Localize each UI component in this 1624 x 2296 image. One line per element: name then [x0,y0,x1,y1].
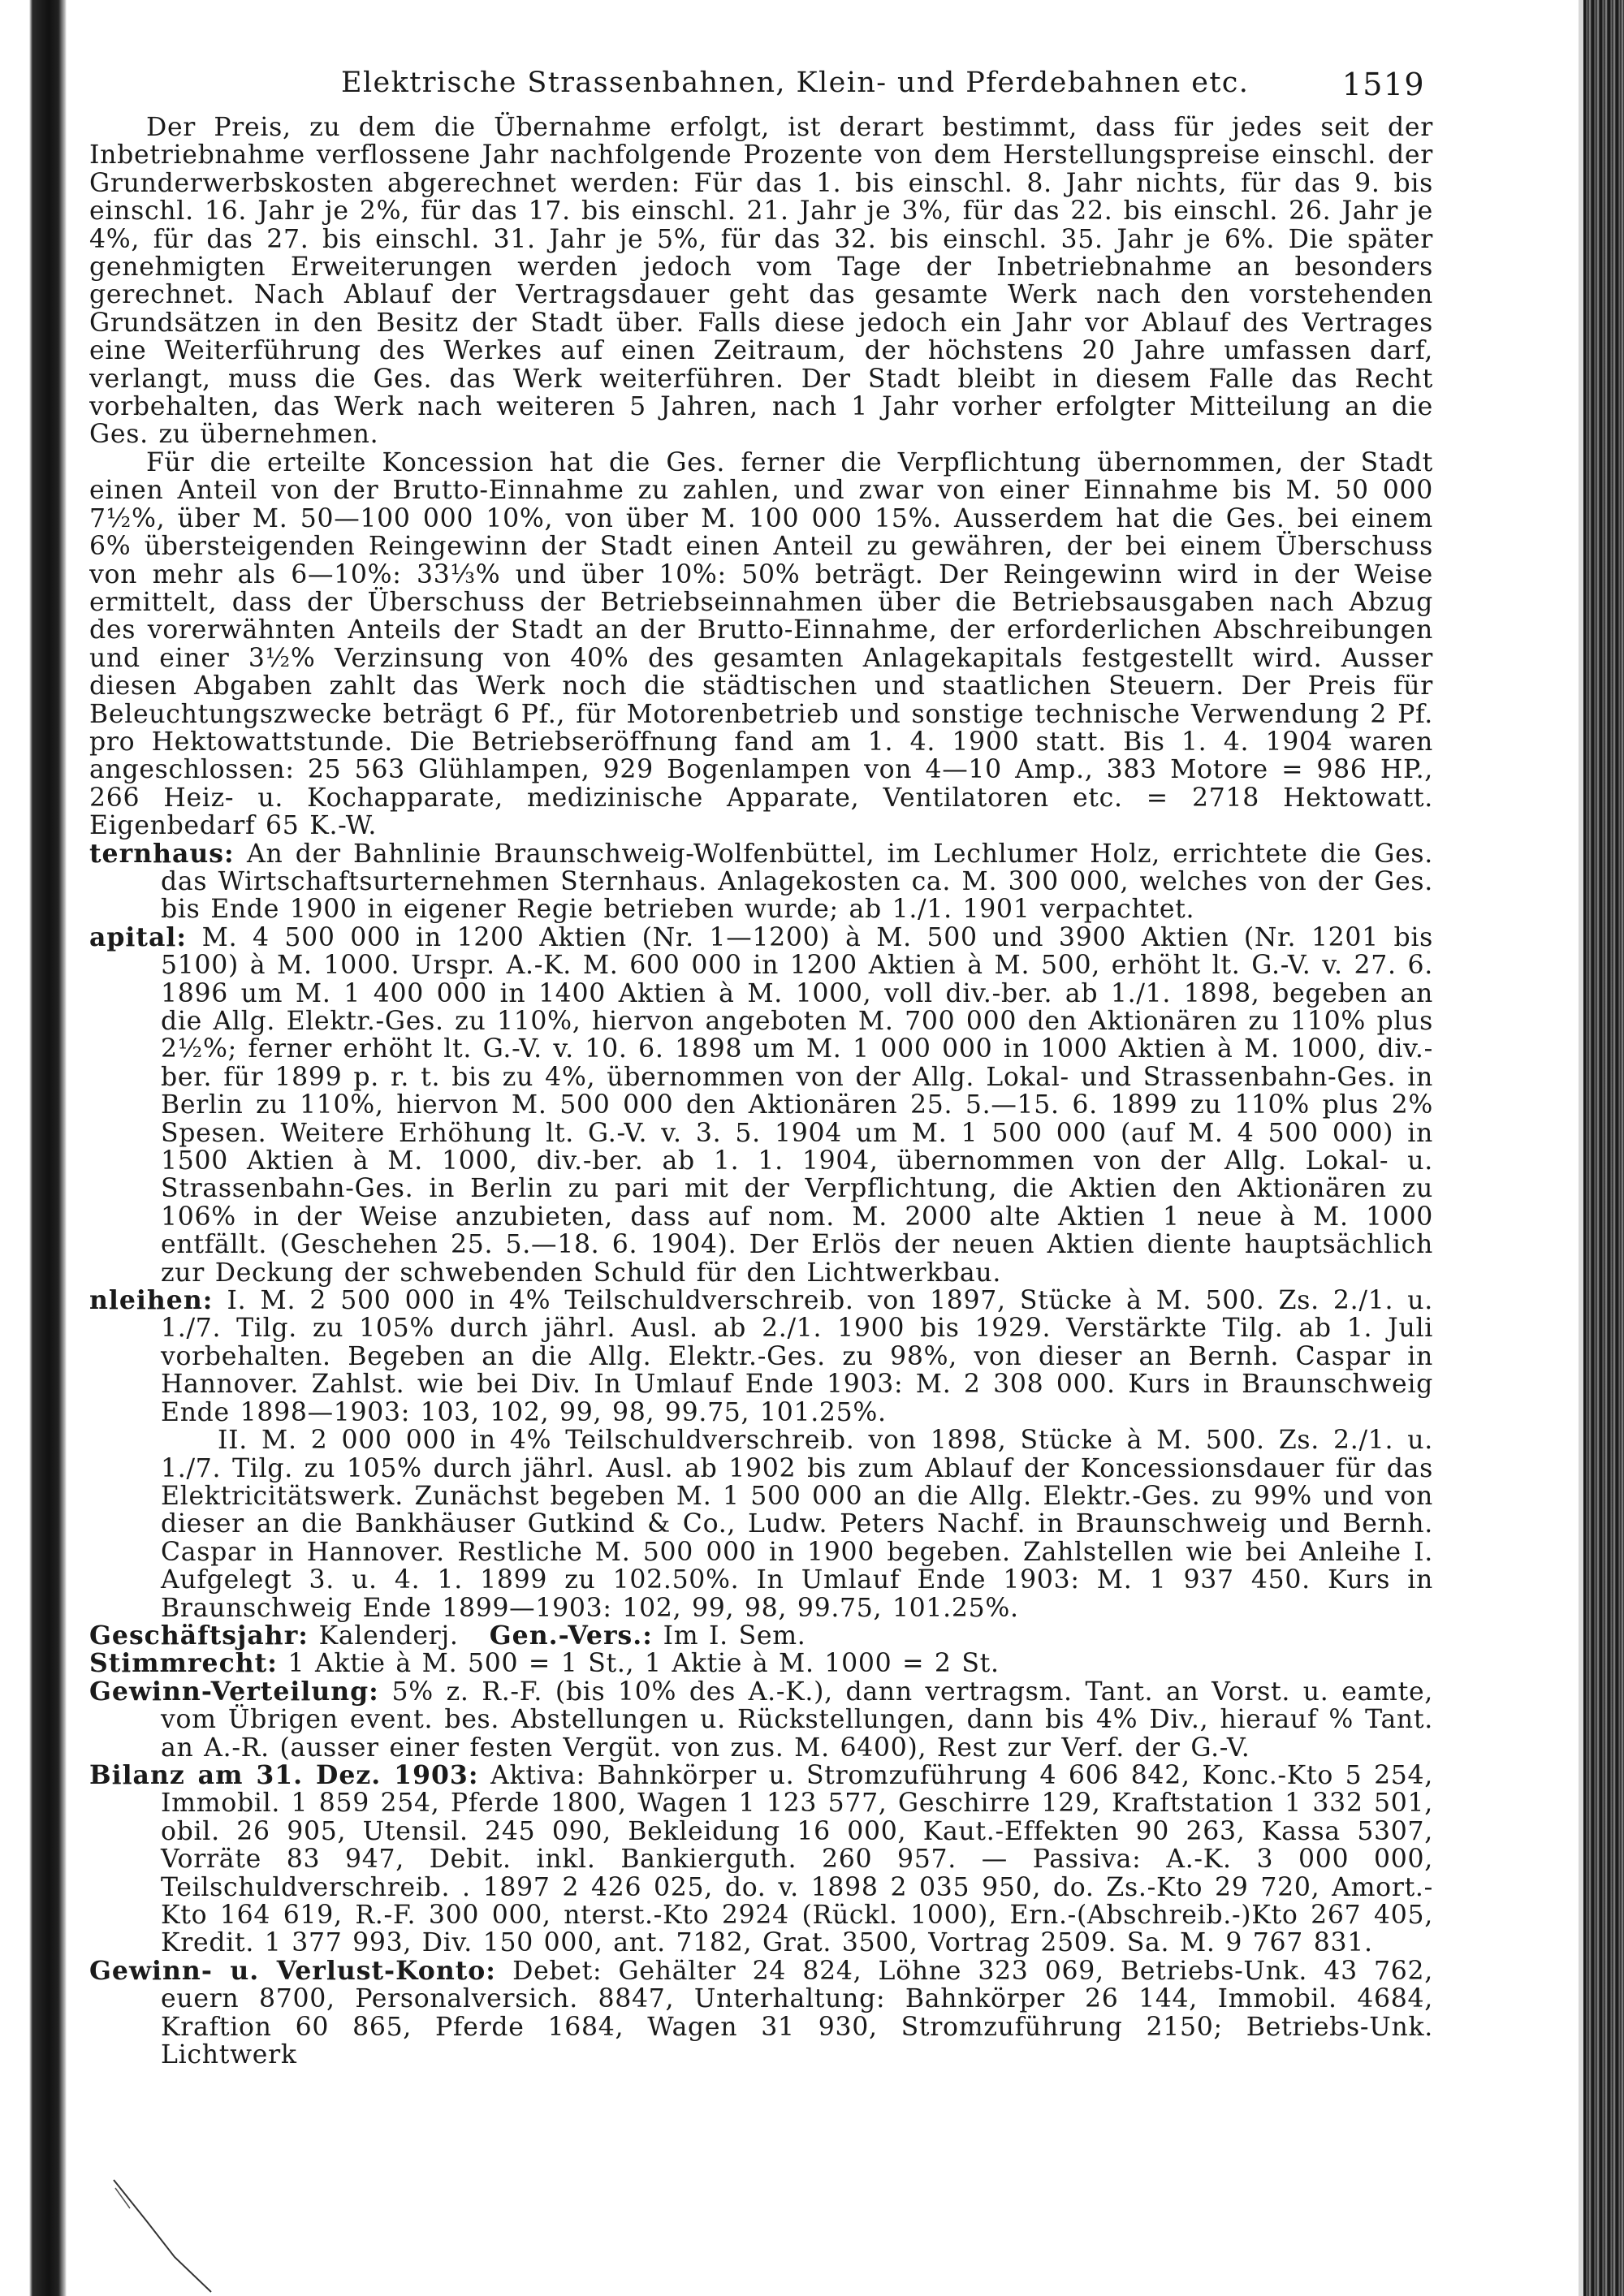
paragraph-uebernahme-preis: Der Preis, zu dem die Übernahme erfolgt, ist derart bestimmt, dass für jedes seit der Inbetriebnahme verflossene Jahr nachfolgende Prozente von dem Herstellungspreise einschl. der Grunderwerbskosten abgerechnet werden: Für das 1. bis einschl. 8. Jahr nichts, für das 9. bis einschl. 16. Jahr je 2%, für das 17. bis einschl. 21. Jahr je 3%, für das 22. bis einschl. 26. Jahr je 4%, für das 27. bis einschl. 31. Jahr je 5%, für das 32. bis einschl. 35. Jahr je 6%. Die später genehmigten Erweiterungen werden jedoch vom Tage der Inbetriebnahme an besonders gerechnet. Nach Ablauf der Vertragsdauer geht das gesamte Werk nach den vorstehenden Grundsätzen in den Besitz der Stadt über. Falls diese jedoch ein Jahr vor Ablauf des Vertrages eine Weiterführung des Werkes auf einen Zeitraum, der höchstens 20 Jahre umfassen darf, verlangt, muss die Ges. das Werk weiterführen. Der Stadt bleibt in diesem Falle das Recht vorbehalten, das Werk nach weiteren 5 Jahren, nach 1 Jahr vorher erfolgter Mitteilung an die Ges. zu übernehmen. [89,113,1433,450]
entry-label: ternhaus: [89,838,235,869]
entry-label: Stimmrecht: [89,1648,278,1679]
entry-anleihen [89,1287,1433,1426]
entry-text: An der Bahnlinie Braunschweig-Wolfenbüttel, im Lechlumer Holz, errichtete die Ges. das Wirtschaftsurternehmen Sternhaus. Anlagekosten ca. M. 300 000, welches von der Ges. bis Ende 1900 in eigener Regie betrieben wurde; ab 1./1. 1901 verpachtet. [161,839,1433,925]
paragraph-koncession: Für die erteilte Koncession hat die Ges. ferner die Verpflichtung übernommen, der Stadt einen Anteil von der Brutto-Einnahme zu zahlen, und zwar von einer Einnahme bis M. 50 000 7½%, über M. 50—100 000 10%, von über M. 100 000 15%. Ausserdem hat die Ges. bei einem 6% übersteigenden Reingewinn der Stadt einen Anteil zu gewähren, der bei einem Überschuss von mehr als 6—10%: 33⅓% und über 10%: 50% beträgt. Der Reingewinn wird in der Weise ermittelt, dass der Überschuss der Betriebseinnahmen über die Betriebsausgaben nach Abzug des vorerwähnten Anteils der Stadt an der Brutto-Einnahme, der erforderlichen Abschreibungen und einer 3½% Verzinsung von 40% des gesamten Anlagekapitals festgestellt wird. Ausser diesen Abgaben zahlt das Werk noch die städtischen und staatlichen Steuern. Der Preis für Beleuchtungszwecke beträgt 6 Pf., für Motorenbetrieb und sonstige technische Verwendung 2 Pf. pro Hektowattstunde. Die Betriebseröffnung fand am 1. 4. 1900 statt. Bis 1. 4. 1904 waren angeschlossen: 25 563 Glühlampen, 929 Bogenlampen von 4—10 Amp., 383 Motore = 986 HP., 266 Heiz- u. Kochapparate, medizinische Apparate, Ventilatoren etc. = 2718 Hektowatt. Eigenbedarf 65 K.-W. [89,447,1433,841]
entry-label: Gewinn- u. Verlust-Konto: [89,1955,496,1986]
entry-gewinn-verteilung [89,1678,1433,1762]
entry-bilanz [89,1759,1433,1958]
entry-label: apital: [89,921,187,952]
entry-gewinn-verlust-konto [89,1957,1433,2069]
entry-text: 5% z. R.-F. (bis 10% des A.-K.), dann vertragsm. Tant. an Vorst. u. eamte, vom Übrigen event. bes. Abstellungen u. Rückstellungen, dann bis 4% Div., hierauf % Tant. an A.-R. (ausser einer festen Vergüt. von zus. M. 6400), Rest zur Verf. der G.-V. [161,1677,1433,1763]
scan-scratch-mark [97,2164,227,2294]
entry-label: Geschäftsjahr: [89,1620,309,1651]
entry-text: Debet: Gehälter 24 824, Löhne 323 069, Betriebs-Unk. 43 762, euern 8700, Personalversich. 8847, Unterhaltung: Bahnkörper 26 144, Immobil. 4684, Kraftion 60 865, Pferde 1684, Wagen 31 930, Stromzuführung 2150; Betriebs-Unk. Lichtwerk [161,1956,1433,2070]
entry-anleihen-ii: II. M. 2 000 000 in 4% Teilschuldverschreib. von 1898, Stücke à M. 500. Zs. 2./1. u. 1./7. Tilg. zu 105% durch jährl. Ausl. ab 1902 bis zum Ablauf der Koncessionsdauer für das Elektricitätswerk. Zunächst begeben M. 1 500 000 an die Allg. Elektr.-Ges. zu 99% und von dieser an die Bankhäuser Gutkind & Co., Ludw. Peters Nachf. in Braunschweig und Bernh. Caspar in Hannover. Restliche M. 500 000 in 1900 begeben. Zahlstellen wie bei Anleihe I. Aufgelegt 3. u. 4. 1. 1899 zu 102.50%. In Umlauf Ende 1903: M. 1 937 450. Kurs in Braunschweig Ende 1899—1903: 102, 99, 98, 99.75, 101.25%. [161,1426,1433,1623]
page-number: 1519 [1341,67,1425,102]
entry-label-gen-vers: Gen.-Vers.: [489,1620,653,1651]
entry-text: I. M. 2 500 000 in 4% Teilschuldverschreib. von 1897, Stücke à M. 500. Zs. 2./1. u. 1./7. Tilg. zu 105% durch jährl. Ausl. ab 2./1. 1900 bis 1929. Verstärkte Tilg. ab 1. Juli vorbehalten. Begeben an die Allg. Elektr.-Ges. zu 98%, von dieser an Bernh. Caspar in Hannover. Zahlst. wie bei Div. In Umlauf Ende 1903: M. 2 308 000. Kurs in Braunschweig Ende 1898—1903: 103, 102, 99, 98, 99.75, 101.25%. [161,1286,1433,1427]
document-body [89,114,1433,2069]
entry-label: Bilanz am 31. Dez. 1903: [89,1759,479,1790]
scan-binding-edge-left [0,0,67,2296]
entry-label: nleihen: [89,1285,214,1316]
entry-kapital [89,921,1433,1288]
entry-stimmrecht [89,1650,1433,1677]
scan-binding-edge-right [1583,0,1624,2296]
entry-text: Aktiva: Bahnkörper u. Stromzuführung 4 606 842, Konc.-Kto 5 254, Immobil. 1 859 254, Pferde 1800, Wagen 1 123 577, Geschirre 129, Kraftstation 1 332 501, obil. 26 905, Utensil. 245 090, Bekleidung 16 000, Kaut.-Effekten 90 263, Kassa 5307, Vorräte 83 947, Debit. inkl. Bankierguth. 260 957. — Passiva: A.-K. 3 000 000, Teilschuldverschreib. . 1897 2 426 025, do. v. 1898 2 035 950, do. Zs.-Kto 29 720, Amort.-Kto 164 619, R.-F. 300 000, nterst.-Kto 2924 (Rückl. 1000), Ern.-(Abschreib.-)Kto 267 405, Kredit. 1 377 993, Div. 150 000, ant. 7182, Grat. 3500, Vortrag 2509. Sa. M. 9 767 831. [161,1760,1433,1958]
entry-text: 1 Aktie à M. 500 = 1 St., 1 Aktie à M. 1000 = 2 St. [287,1649,1000,1679]
entry-text-gen-vers: Im I. Sem. [663,1621,806,1651]
entry-label: Gewinn-Verteilung: [89,1676,379,1707]
entry-text: M. 4 500 000 in 1200 Aktien (Nr. 1—1200) à M. 500 und 3900 Aktien (Nr. 1201 bis 5100) à M. 1000. Urspr. A.-K. M. 600 000 in 1200 Aktien à M. 500, erhöht lt. G.-V. v. 27. 6. 1896 um M. 1 400 000 in 1400 Aktien à M. 1000, voll div.-ber. ab 1./1. 1898, begeben an die Allg. Elektr.-Ges. zu 110%, hiervon angeboten M. 700 000 den Aktionären zu 110% plus 2½%; ferner erhöht lt. G.-V. v. 10. 6. 1898 um M. 1 000 000 in 1000 Aktien à M. 1000, div.-ber. für 1899 p. r. t. bis zu 4%, übernommen von der Allg. Lokal- und Strassenbahn-Ges. in Berlin zu 110%, hiervon M. 500 000 den Aktionären 25. 5.—15. 6. 1899 zu 110% plus 2% Spesen. Weitere Erhöhung lt. G.-V. v. 3. 5. 1904 um M. 1 500 000 (auf M. 4 500 000) in 1500 Aktien à M. 1000, div.-ber. ab 1. 1. 1904, übernommen von der Allg. Lokal- u. Strassenbahn-Ges. in Berlin zu pari mit der Verpflichtung, die Aktien den Aktionären zu 106% in der Weise anzubieten, dass auf nom. M. 2000 alte Aktien 1 neue à M. 1000 entfällt. (Geschehen 25. 5.—18. 6. 1904). Der Erlös der neuen Aktien diente hauptsächlich zur Deckung der schwebenden Schuld für den Lichtwerkbau. [161,922,1433,1288]
running-head-title: Elektrische Strassenbahnen, Klein- und Pferdebahnen etc. [341,67,1250,99]
entry-text: Kalenderj. [318,1621,459,1651]
entry-sternhaus [89,840,1433,924]
running-head [89,49,1433,114]
entry-geschaeftsjahr [89,1622,1433,1650]
document-page [89,49,1433,2290]
